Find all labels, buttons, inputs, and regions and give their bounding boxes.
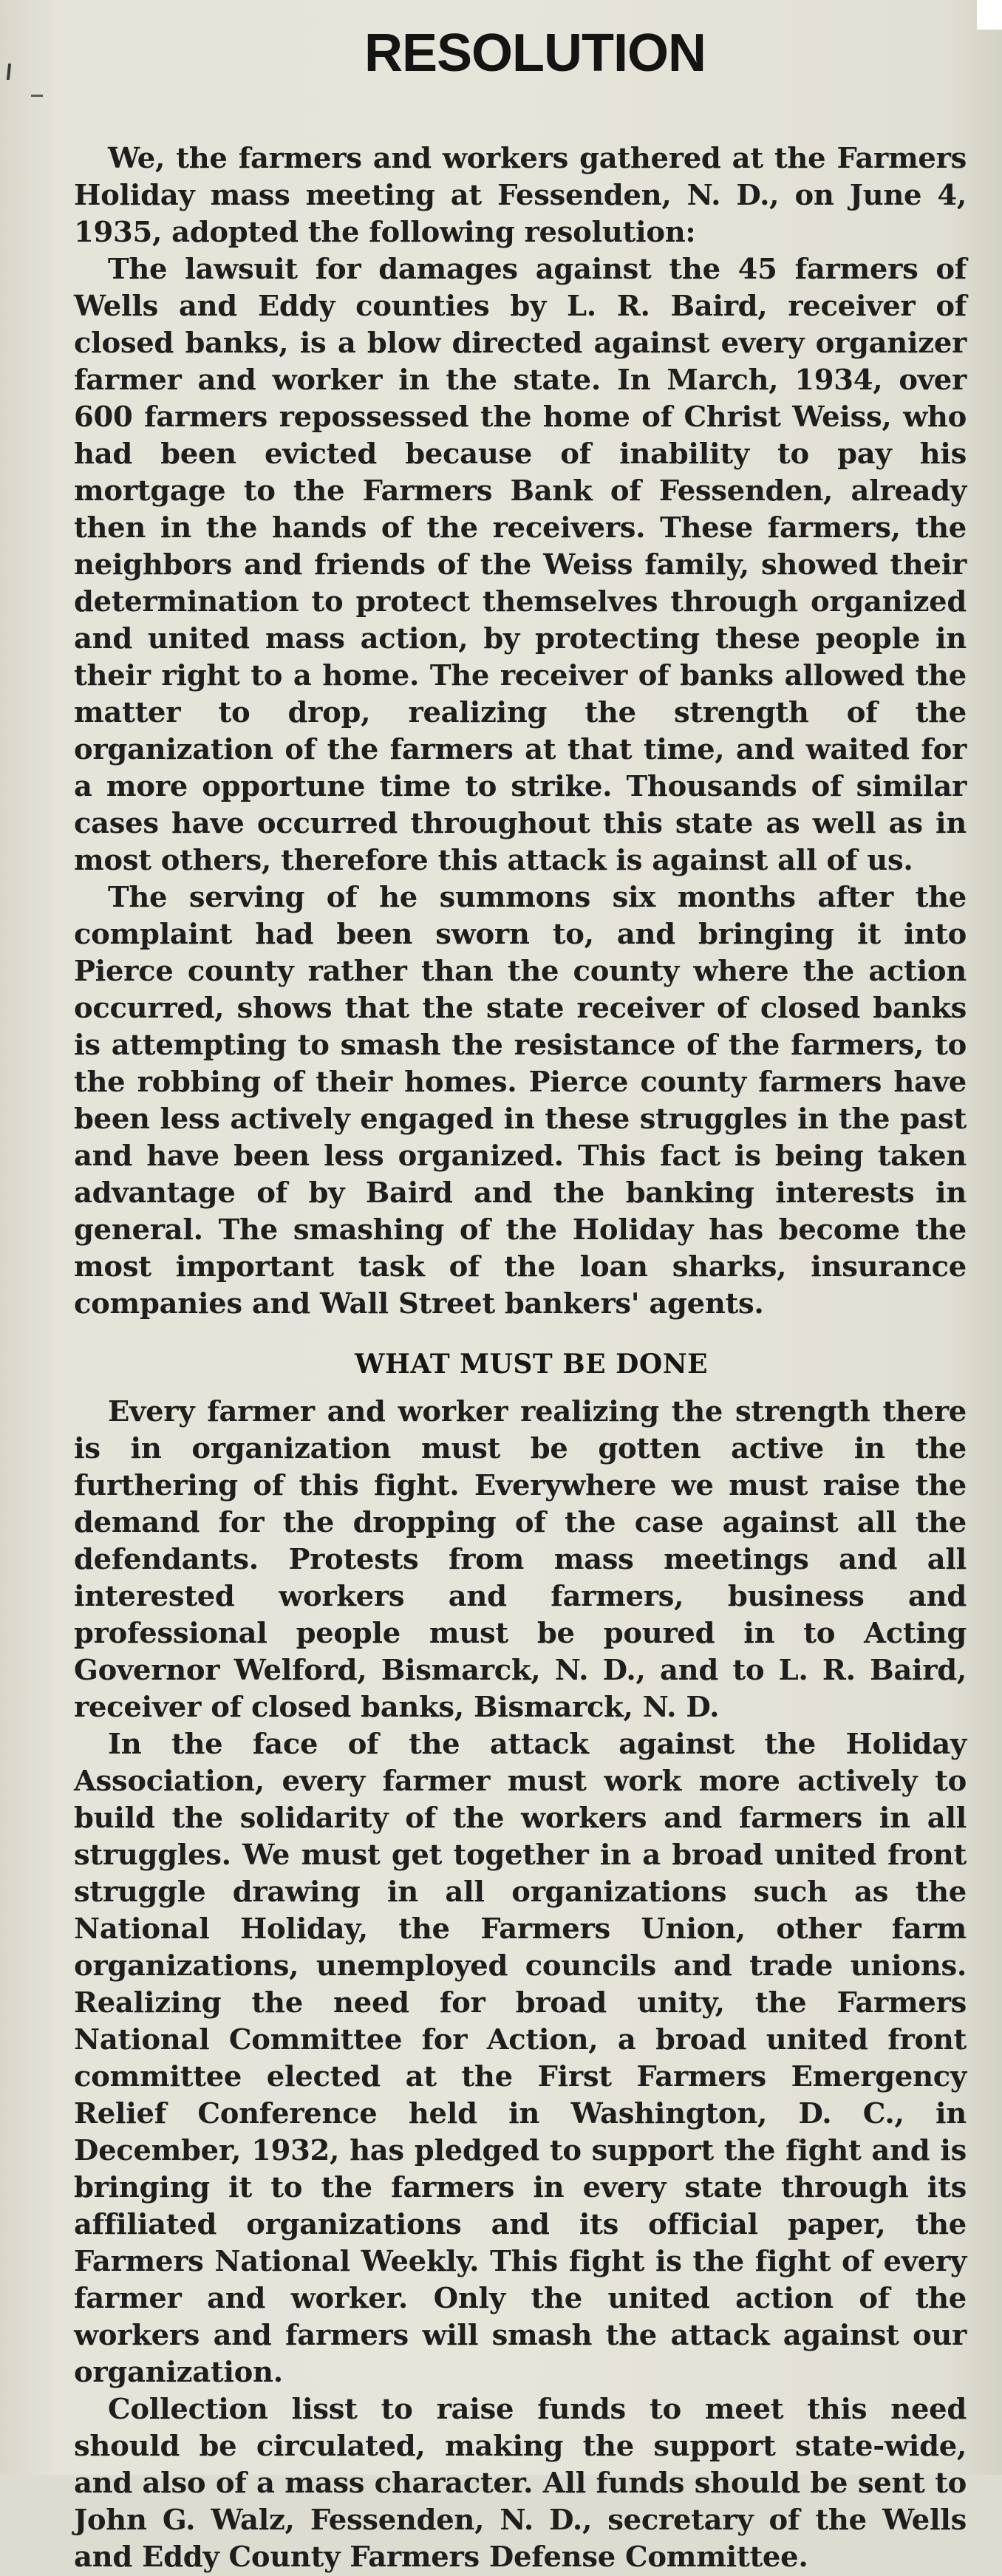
body-paragraph-organization: Every farmer and worker realizing the strength there is in organization must be gotten active in the furthering of this fight. Everywhere we must raise the demand for the dropping of the case against all the defendants. Protests from mass meetings and all interested workers and farmers, business and professional people must be poured in to Acting Governor Welford, Bismarck, N. D., and to L. R. Baird, receiver of closed banks, Bismarck, N. D.	[74, 1395, 967, 1724]
body-paragraph-collection: Collection lisst to raise funds to meet this need should be circulated, making the support state-wide, and also of a mass character. All funds should be sent to John G. Walz, Fessenden, N. D., secretary of the Wells and Eddy County Farmers Defense Committee.	[74, 2393, 967, 2574]
body-paragraph-summons: The serving of he summons six months after the complaint had been sworn to, and bringing it into Pierce county rather than the county where the action occurred, shows that the state receiver of closed banks is attempting to smash the resistance of the farmers, to the robbing of their homes. Pierce county farmers have been less actively engaged in these struggles in the past and have been less organized. This fact is being taken advantage of by Baird and the banking interests in general. The smashing of the Holiday has become the most important task of the loan sharks, insurance companies and Wall Street bankers' agents.	[74, 881, 967, 1321]
headline: RESOLUTION	[364, 24, 706, 83]
margin-mark	[7, 64, 11, 80]
body-paragraph-lawsuit: The lawsuit for damages against the 45 farmers of Wells and Eddy counties by L. R. Baird, receiver of closed banks, is a blow directed against every organizer farmer and worker in the state. In March, 1934, over 600 farmers repossessed the home of Christ Weiss, who had been evicted because of inability to pay his mortgage to the Farmers Bank of Fessenden, already then in the hands of the receivers. These farmers, the neighbors and friends of the Weiss family, showed their determination to protect themselves through organized and united mass action, by protecting these people in their right to a home. The receiver of banks allowed the matter to drop, realizing the strength of the organization of the farmers at that time, and waited for a more opportune time to strike. Thousands of similar cases have occurred throughout this state as well as in most others, therefore this attack is against all of us.	[74, 253, 967, 877]
margin-dash	[31, 95, 43, 97]
section-heading: WHAT MUST BE DONE	[354, 1349, 709, 1380]
page-edge	[977, 0, 1002, 30]
intro-paragraph: We, the farmers and workers gathered at the Farmers Holiday mass meeting at Fessenden, N. D., on June 4, 1935, adopted the following resolution:	[74, 142, 967, 249]
body-paragraph-united-front: In the face of the attack against the Holiday Association, every farmer must work more actively to build the solidarity of the workers and farmers in all struggles. We must get together in a broad united front struggle drawing in all organizations such as the National Holiday, the Farmers Union, other farm organizations, unemployed councils and trade unions. Realizing the need for broad unity, the Farmers National Committee for Action, a broad united front committee elected at the First Farmers Emergency Relief Conference held in Washington, D. C., in December, 1932, has pledged to support the fight and is bringing it to the farmers in every state through its affiliated organizations and its official paper, the Farmers National Weekly. This fight is the fight of every farmer and worker. Only the united action of the workers and farmers will smash the attack against our organization.	[74, 1728, 967, 2389]
